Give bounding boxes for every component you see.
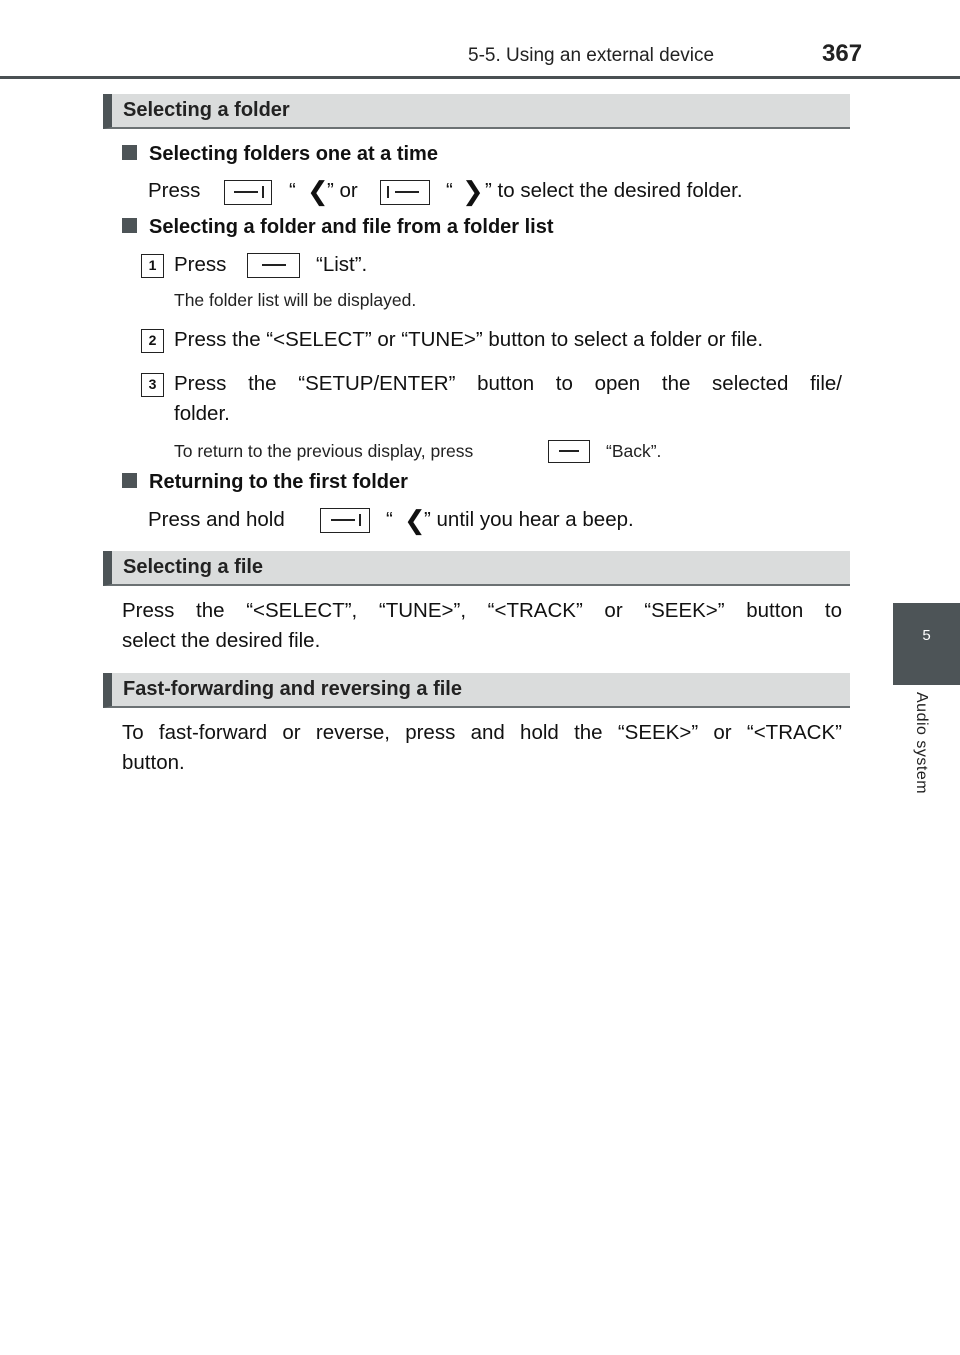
subheading-text: Selecting folders one at a time xyxy=(149,143,438,165)
instruction-tail: ” to select the desired folder. xyxy=(485,179,743,202)
subheading-first-folder xyxy=(122,471,408,494)
step-number-2: 2 xyxy=(141,329,164,353)
right-chevron-icon: ❯ xyxy=(462,177,484,207)
press-text: Press xyxy=(148,179,201,202)
chapter-number: 5 xyxy=(922,627,931,644)
subheading-text: Selecting a folder and file from a folder list xyxy=(149,216,554,238)
subheading-folders-one-at-a-time xyxy=(122,143,438,166)
step-3-note-label: “Back”. xyxy=(606,441,662,461)
fast-body-line-2: button. xyxy=(122,751,185,774)
instruction-tail: ” until you hear a beep. xyxy=(424,508,634,531)
open-quote: “ xyxy=(289,179,296,202)
step-2-text: Press the “<SELECT” or “TUNE>” button to select a folder or file. xyxy=(174,328,764,351)
step-number-1: 1 xyxy=(141,254,164,278)
steering-button-icon xyxy=(380,180,430,205)
section-title: Fast-forwarding and reversing a file xyxy=(123,678,462,700)
section-bar-selecting-folder xyxy=(103,94,850,129)
section-bar-selecting-file xyxy=(103,551,850,586)
close-quote-or: ” or xyxy=(327,179,358,202)
file-body-line-2: select the desired file. xyxy=(122,629,321,652)
subheading-folder-list xyxy=(122,216,554,239)
left-chevron-icon: ❮ xyxy=(307,177,329,207)
step-number-3: 3 xyxy=(141,373,164,397)
step-3-note: To return to the previous display, press xyxy=(174,441,474,461)
step-1-note: The folder list will be displayed. xyxy=(174,290,417,310)
step-1-label: “List”. xyxy=(316,253,368,276)
step-3-line-1: Press the “SETUP/ENTER” button to open the selected file/ xyxy=(174,372,842,395)
step-1-press: Press xyxy=(174,253,227,276)
square-bullet-icon xyxy=(122,218,137,233)
subheading-text: Returning to the first folder xyxy=(149,471,408,493)
file-body-line-1: Press the “<SELECT”, “TUNE>”, “<TRACK” or “SEEK>” button to xyxy=(122,599,842,622)
page-number: 367 xyxy=(822,40,863,67)
section-title: Selecting a file xyxy=(123,556,264,578)
fast-body-line-1: To fast-forward or reverse, press and hold the “SEEK>” or “<TRACK” xyxy=(122,721,842,744)
open-quote: “ xyxy=(386,508,393,531)
square-bullet-icon xyxy=(122,473,137,488)
square-bullet-icon xyxy=(122,145,137,160)
chapter-label: Audio system xyxy=(913,692,930,795)
step-3-line-2: folder. xyxy=(174,402,230,425)
left-chevron-icon: ❮ xyxy=(404,506,426,536)
open-quote: “ xyxy=(446,179,453,202)
running-header-section: 5-5. Using an external device xyxy=(468,45,715,66)
steering-button-icon xyxy=(224,180,272,205)
chapter-label-container xyxy=(912,692,938,822)
section-bar-fast-forwarding xyxy=(103,673,850,708)
press-and-hold-text: Press and hold xyxy=(148,508,285,531)
steering-button-icon xyxy=(548,440,590,463)
steering-button-icon xyxy=(247,253,300,278)
chapter-tab xyxy=(893,603,960,685)
steering-button-icon xyxy=(320,508,370,533)
header-rule xyxy=(0,76,960,79)
section-title: Selecting a folder xyxy=(123,99,290,121)
